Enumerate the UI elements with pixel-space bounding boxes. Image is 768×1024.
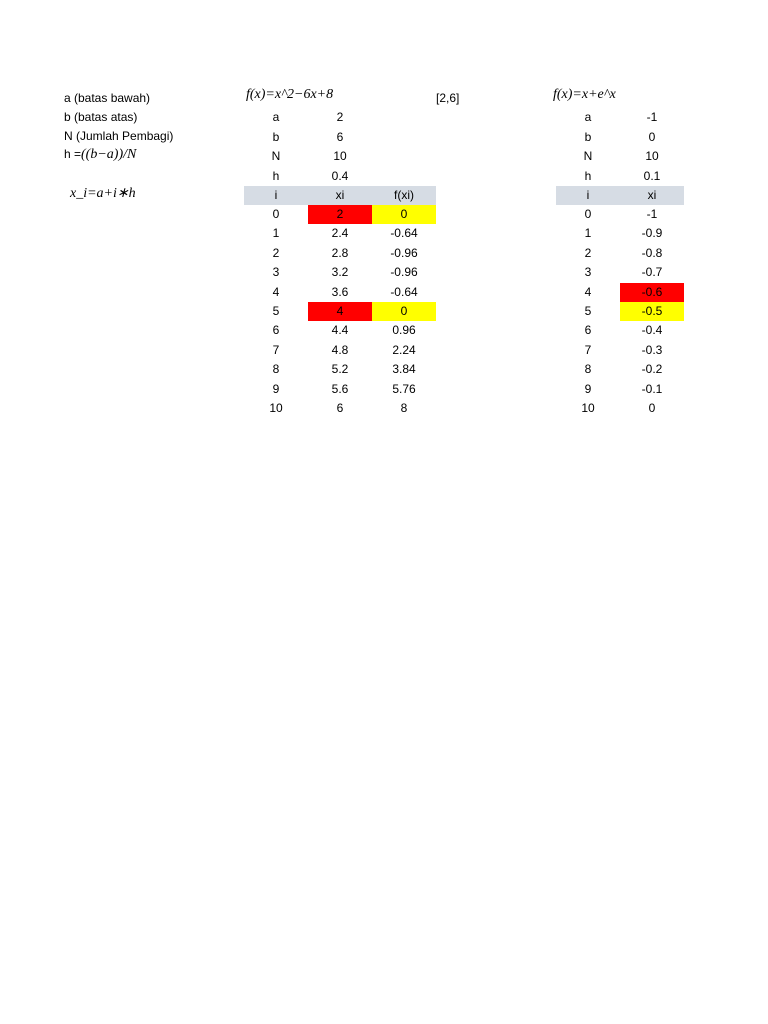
table2-cell-xi: -0.7: [641, 265, 663, 280]
table2-cell-i: 9: [584, 381, 592, 396]
table1-cell-fxi: -0.64: [390, 226, 418, 241]
table2-cell-xi: -0.3: [641, 342, 663, 357]
table2-cell-xi: -0.4: [641, 323, 663, 338]
table2-param-value: 0.1: [643, 168, 661, 183]
label-n: N (Jumlah Pembagi): [64, 129, 174, 143]
table2-cell-xi: -0.9: [641, 226, 663, 241]
table2-cell-i: 6: [584, 323, 592, 338]
table2-param-value: 0: [648, 129, 656, 144]
table1-cell-i: 1: [272, 226, 280, 241]
table1-cell-i: 8: [272, 362, 280, 377]
table1-cell-i: 3: [272, 265, 280, 280]
table1-cell-xi: 4.4: [331, 323, 349, 338]
table1-cell-xi: 3.2: [331, 265, 349, 280]
table1-param-value: 2: [336, 110, 344, 124]
table1-cell-i: 4: [272, 284, 280, 299]
table1-param-name: N: [271, 149, 281, 163]
table1-cell-fxi: -0.64: [390, 284, 418, 299]
table1-cell-i: 0: [272, 207, 280, 221]
table1-cell-fxi: 0.96: [392, 323, 416, 338]
table1-param-value: 10: [333, 149, 347, 163]
table1-cell-xi: 4: [308, 302, 372, 321]
table2-cell-i: 8: [584, 362, 592, 377]
table2-param-name: h: [584, 168, 592, 183]
table2-cell-i: 5: [584, 304, 592, 318]
table1-header-cell: xi: [335, 188, 345, 202]
table1-cell-i: 7: [272, 342, 280, 357]
table1-cell-fxi: 8: [400, 401, 408, 415]
table1-cell-fxi: 0: [372, 302, 436, 321]
label-h: [64, 147, 136, 163]
table1-cell-xi: 4.8: [331, 342, 349, 357]
table1-param-value: 6: [336, 129, 344, 144]
table1-header-cell: i: [274, 188, 278, 202]
table2-param-name: b: [584, 129, 592, 144]
table2-param-value: -1: [646, 110, 658, 124]
table2-cell-xi: -0.2: [641, 362, 663, 377]
label-h-prefix: h =: [64, 147, 82, 161]
table2-cell-i: 1: [584, 226, 592, 241]
table1-cell-xi: 2: [308, 205, 372, 224]
table1-cell-xi: 5.2: [331, 362, 349, 377]
table1-cell-xi: 2.8: [331, 245, 349, 260]
table1-cell-i: 2: [272, 245, 280, 260]
label-b: b (batas atas): [64, 110, 138, 124]
table1-cell-fxi: 0: [372, 205, 436, 224]
table1-param-name: h: [272, 168, 280, 183]
table2-cell-xi: -0.1: [641, 381, 663, 396]
table1-cell-xi: 2.4: [331, 226, 349, 241]
table1-cell-xi: 6: [336, 401, 344, 415]
table2-param-value: 10: [645, 149, 659, 163]
label-h-formula: ((b−a))/N: [81, 147, 137, 162]
table2-cell-xi: -0.5: [620, 302, 684, 321]
table1-cell-fxi: -0.96: [390, 265, 418, 280]
table2-param-name: a: [584, 110, 592, 124]
table2-cell-i: 2: [584, 245, 592, 260]
table2-cell-i: 7: [584, 342, 592, 357]
table1-cell-i: 5: [272, 304, 280, 318]
table1-cell-xi: 3.6: [331, 284, 349, 299]
table2-formula: f(x)=x+e^x: [553, 87, 616, 102]
label-a: a (batas bawah): [64, 91, 151, 105]
table1-param-value: 0.4: [331, 168, 349, 183]
table1-cell-i: 6: [272, 323, 280, 338]
table1-cell-i: 10: [269, 401, 283, 415]
table1-cell-fxi: 2.24: [392, 342, 416, 357]
table1-param-name: a: [272, 110, 280, 124]
table2-cell-i: 3: [584, 265, 592, 280]
xi-formula: x_i=a+i∗h: [70, 186, 136, 201]
table1-header-cell: f(xi): [394, 188, 414, 202]
table2-cell-i: 0: [584, 207, 592, 221]
table1-cell-fxi: -0.96: [390, 245, 418, 260]
table2-header-cell: xi: [647, 188, 657, 202]
table1-formula: f(x)=x^2−6x+8: [246, 87, 334, 102]
table1-cell-i: 9: [272, 381, 280, 396]
table1-cell-xi: 5.6: [331, 381, 349, 396]
table2-cell-xi: -1: [646, 207, 658, 221]
table2-param-name: N: [583, 149, 593, 163]
table2-cell-i: 10: [581, 401, 595, 415]
table1-cell-fxi: 5.76: [392, 381, 416, 396]
table1-cell-fxi: 3.84: [392, 362, 416, 377]
table1-interval: [2,6]: [436, 91, 460, 105]
table2-cell-xi: -0.6: [620, 283, 684, 302]
table1-param-name: b: [272, 129, 280, 144]
table2-cell-i: 4: [584, 284, 592, 299]
table2-cell-xi: -0.8: [641, 245, 663, 260]
table2-cell-xi: 0: [648, 401, 656, 415]
table2-header-cell: i: [586, 188, 590, 202]
